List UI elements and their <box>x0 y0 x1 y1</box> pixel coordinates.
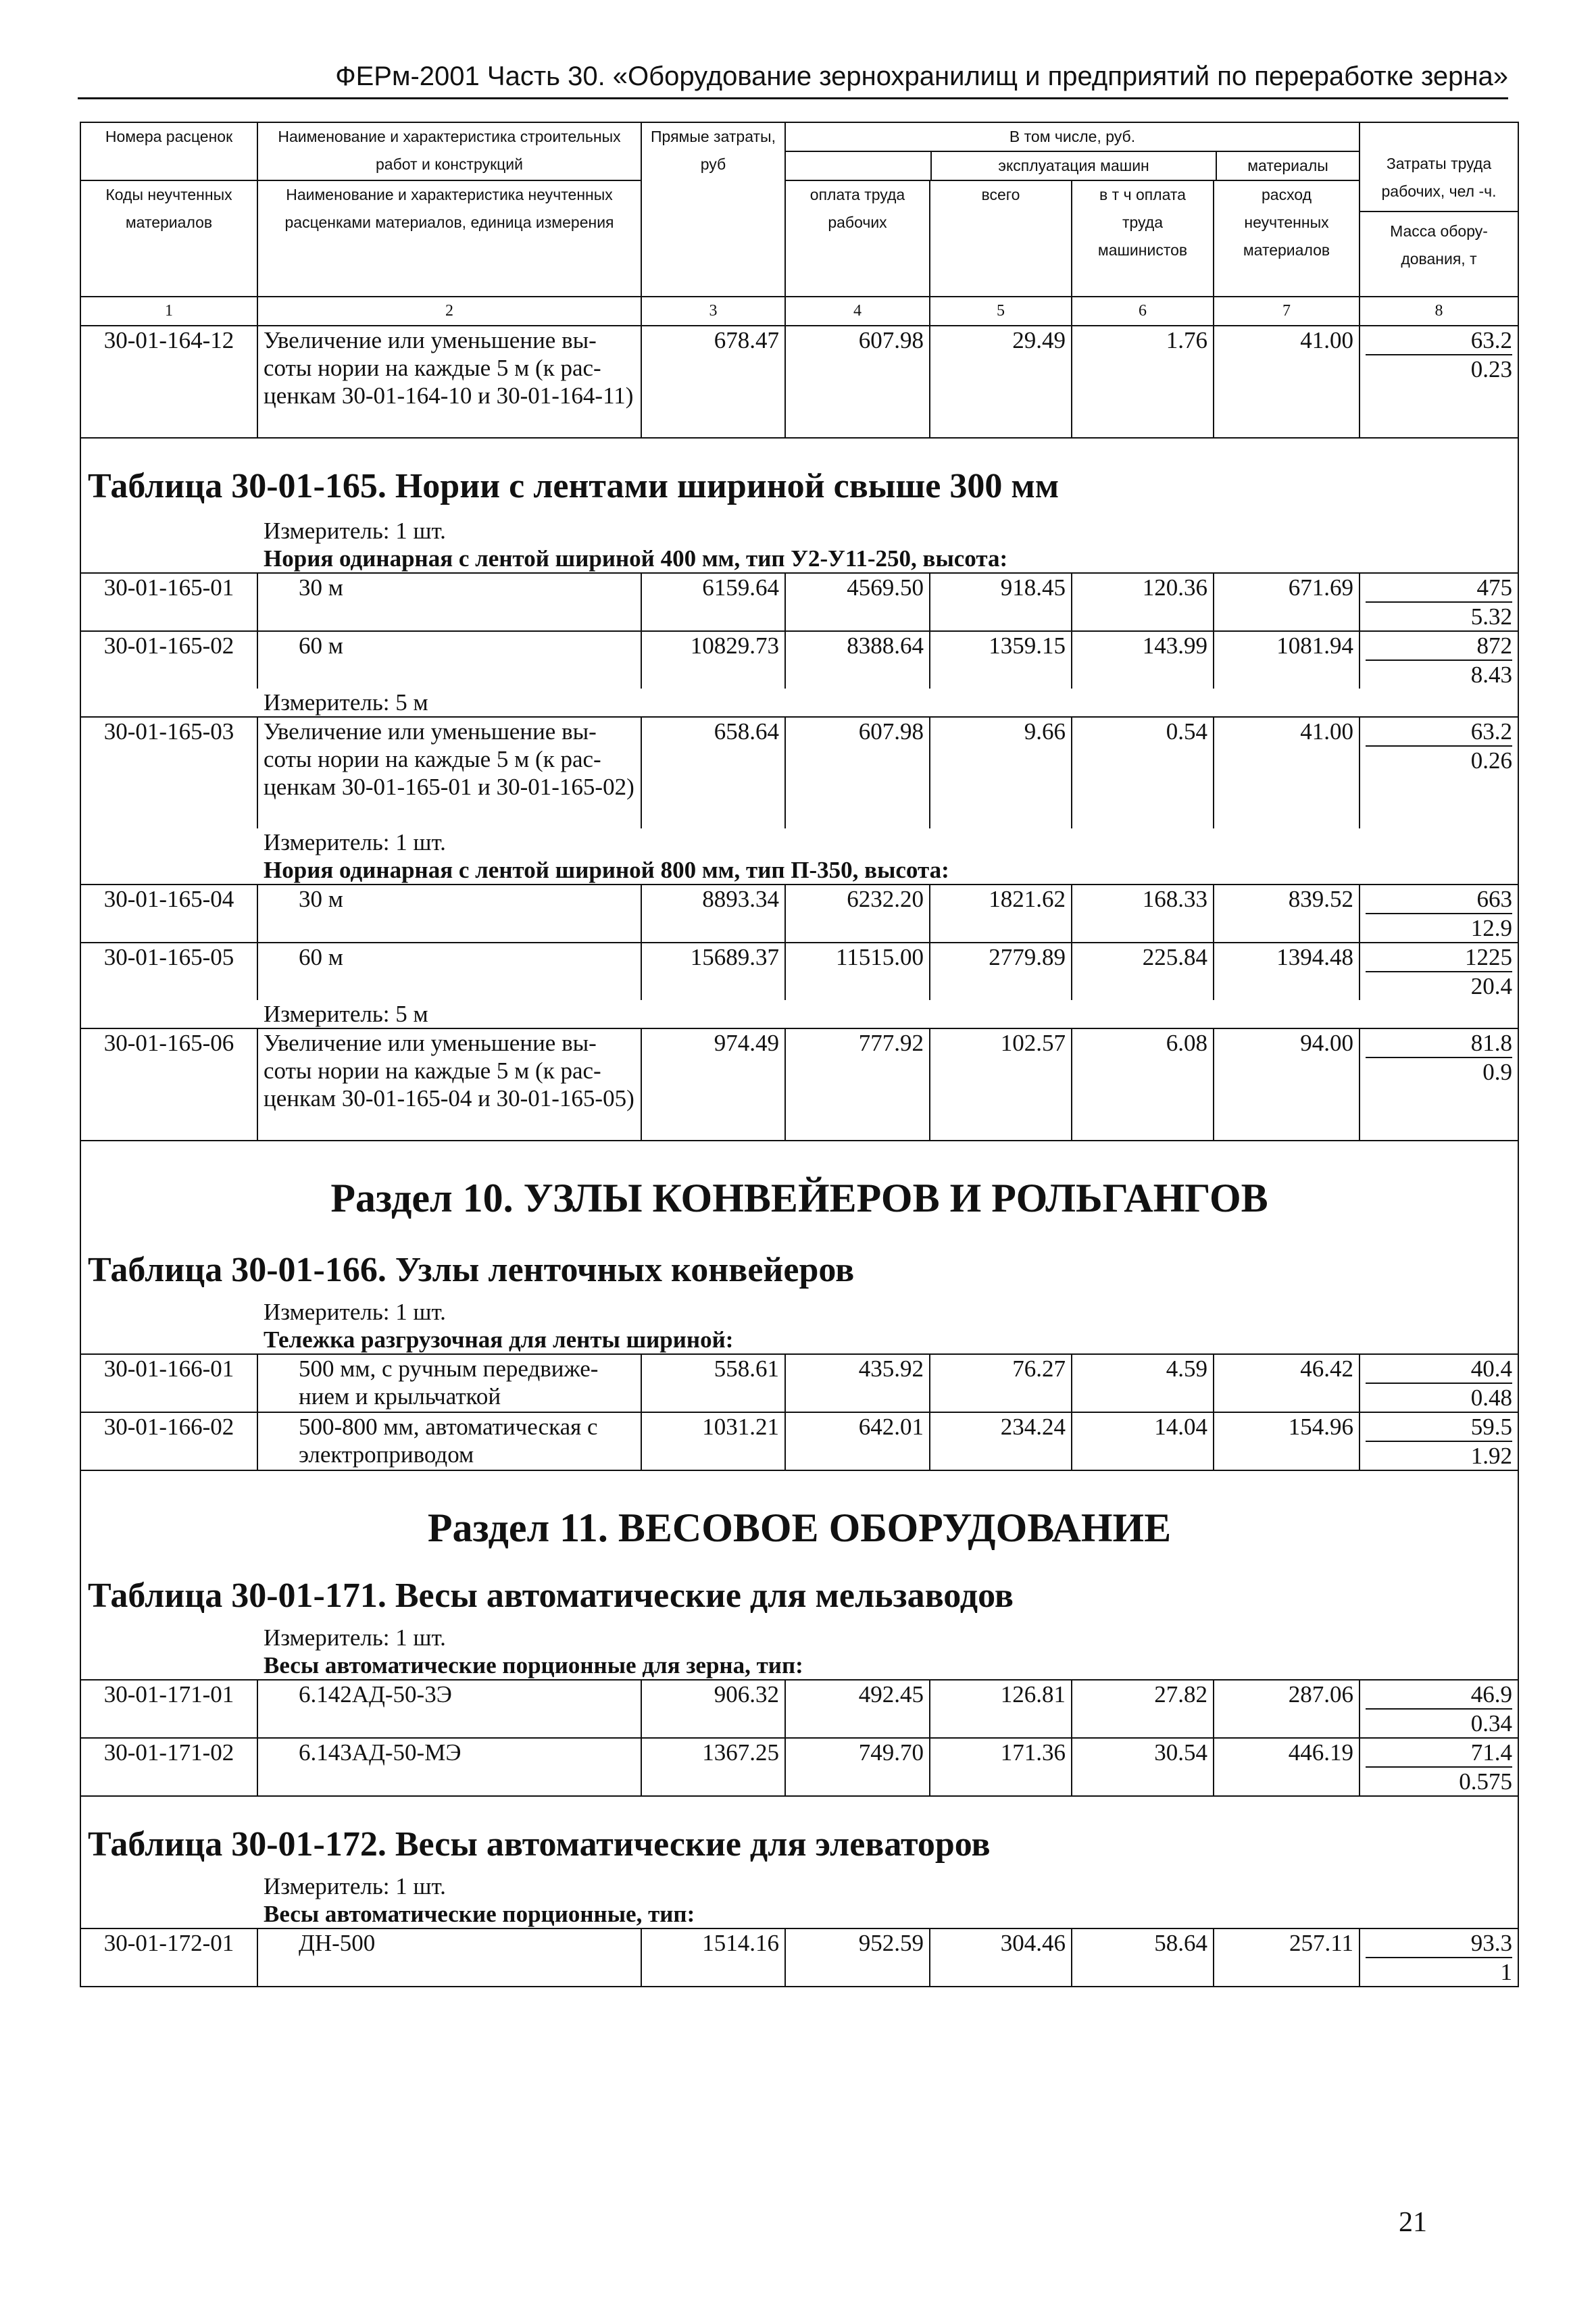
header-row-1 <box>80 122 1518 180</box>
row-mach-wage: 143.99 <box>1072 631 1214 689</box>
group-label: Нория одинарная с лентой шириной 800 мм, тип П-350, высота: <box>80 856 1518 885</box>
col-num-1: 1 <box>80 297 257 326</box>
row-code: 30-01-171-02 <box>80 1738 257 1796</box>
row-code: 30-01-172-01 <box>80 1928 257 1987</box>
row-wage: 8388.64 <box>785 631 930 689</box>
labor-label: Затраты труда рабочих, чел -ч. <box>1360 123 1518 212</box>
machines-label: эксплуатация машин <box>932 152 1217 180</box>
row-wage: 642.01 <box>785 1412 930 1470</box>
row-labor-mass <box>1360 326 1518 438</box>
row-labor: 663 <box>1366 885 1512 914</box>
row-direct: 974.49 <box>641 1028 785 1141</box>
row-code: 30-01-166-01 <box>80 1354 257 1412</box>
row-mat: 1081.94 <box>1214 631 1360 689</box>
row-mach: 76.27 <box>930 1354 1072 1412</box>
table-166-title: Таблица 30-01-166. Узлы ленточных конвейеров <box>80 1225 1518 1298</box>
col-material-use-header: расход неучтенных материалов <box>1214 180 1360 297</box>
row-labor: 63.2 <box>1366 326 1512 355</box>
row-name: Увеличение или уменьшение вы-соты нории на каждые 5 м (к рас-ценкам 30-01-164-10 и 30-01-164-11) <box>257 326 641 438</box>
group-label: Тележка разгрузочная для ленты шириной: <box>80 1326 1518 1354</box>
row-mach: 304.46 <box>930 1928 1072 1987</box>
row-labor: 872 <box>1366 632 1512 661</box>
row-mach: 9.66 <box>930 717 1072 828</box>
row-mass: 0.34 <box>1470 1710 1512 1737</box>
row-code: 30-01-166-02 <box>80 1412 257 1470</box>
table-172-title: Таблица 30-01-172. Весы автоматические для элеваторов <box>80 1796 1518 1872</box>
row-mach-wage: 120.36 <box>1072 573 1214 631</box>
col-num-2: 2 <box>257 297 641 326</box>
row-mach-wage: 14.04 <box>1072 1412 1214 1470</box>
col-materials-codes-header: Коды неучтенных материалов <box>80 180 257 297</box>
row-labor: 63.2 <box>1366 718 1512 747</box>
mass-label: Масса обору-дования, т <box>1390 222 1488 268</box>
row-wage: 11515.00 <box>785 943 930 1000</box>
col-num-5: 5 <box>930 297 1072 326</box>
col-direct-header: Прямые затраты, руб <box>641 122 785 297</box>
table-row <box>80 1680 1518 1738</box>
row-mach: 1821.62 <box>930 885 1072 943</box>
column-numbers-row <box>80 297 1518 326</box>
row-wage: 6232.20 <box>785 885 930 943</box>
row-mass: 8.43 <box>1470 662 1512 688</box>
row-mach: 234.24 <box>930 1412 1072 1470</box>
page-number: 21 <box>1399 2207 1427 2238</box>
row-mach: 171.36 <box>930 1738 1072 1796</box>
row-code: 30-01-165-05 <box>80 943 257 1000</box>
table-row <box>80 1354 1518 1412</box>
row-wage: 607.98 <box>785 326 930 438</box>
table-171-title: Таблица 30-01-171. Весы автоматические для мельзаводов <box>80 1555 1518 1624</box>
col-materials-name-header: Наименование и характеристика неучтенных расценками материалов, единица измерения <box>257 180 641 297</box>
row-labor-mass <box>1360 885 1518 943</box>
col-num-6: 6 <box>1072 297 1214 326</box>
row-direct: 6159.64 <box>641 573 785 631</box>
row-name: 500 мм, с ручным передвиже-нием и крыльчаткой <box>257 1354 641 1412</box>
row-direct: 1031.21 <box>641 1412 785 1470</box>
row-labor-mass <box>1360 1354 1518 1412</box>
group-label: Нория одинарная с лентой шириной 400 мм, тип У2-У11-250, высота: <box>80 545 1518 573</box>
row-mach-wage: 225.84 <box>1072 943 1214 1000</box>
row-code: 30-01-165-06 <box>80 1028 257 1141</box>
table-row <box>80 1738 1518 1796</box>
row-mass: 0.9 <box>1482 1059 1512 1085</box>
row-labor: 93.3 <box>1366 1929 1512 1958</box>
row-labor: 46.9 <box>1366 1681 1512 1710</box>
row-direct: 558.61 <box>641 1354 785 1412</box>
row-mach: 2779.89 <box>930 943 1072 1000</box>
row-mat: 839.52 <box>1214 885 1360 943</box>
row-mass: 0.26 <box>1470 747 1512 774</box>
row-code: 30-01-165-02 <box>80 631 257 689</box>
table-row <box>80 1412 1518 1470</box>
row-code: 30-01-164-12 <box>80 326 257 438</box>
row-labor: 1225 <box>1366 943 1512 972</box>
row-mat: 671.69 <box>1214 573 1360 631</box>
row-name: 6.143АД-50-МЭ <box>257 1738 641 1796</box>
row-labor: 475 <box>1366 574 1512 603</box>
row-name: Увеличение или уменьшение вы-соты нории на каждые 5 м (к рас-ценкам 30-01-165-04 и 30-01-165-05) <box>257 1028 641 1141</box>
row-name: 60 м <box>257 631 641 689</box>
row-labor-mass <box>1360 717 1518 828</box>
row-name: Увеличение или уменьшение вы-соты нории на каждые 5 м (к рас-ценкам 30-01-165-01 и 30-01-165-02) <box>257 717 641 828</box>
row-code: 30-01-171-01 <box>80 1680 257 1738</box>
col-labor-header <box>1360 122 1518 297</box>
row-mat: 46.42 <box>1214 1354 1360 1412</box>
row-name: 60 м <box>257 943 641 1000</box>
row-labor-mass <box>1360 1928 1518 1987</box>
row-name: 30 м <box>257 573 641 631</box>
row-mat: 287.06 <box>1214 1680 1360 1738</box>
running-header: ФЕРм-2001 Часть 30. «Оборудование зернохранилищ и предприятий по переработке зерна» <box>78 59 1508 99</box>
row-mass: 0.48 <box>1470 1385 1512 1411</box>
row-mass: 20.4 <box>1470 973 1512 999</box>
row-name: 6.142АД-50-3Э <box>257 1680 641 1738</box>
row-mach: 918.45 <box>930 573 1072 631</box>
row-labor-mass <box>1360 1680 1518 1738</box>
unit-label: Измеритель: 1 шт. <box>80 1872 1518 1900</box>
row-mach-wage: 30.54 <box>1072 1738 1214 1796</box>
col-num-3: 3 <box>641 297 785 326</box>
unit-label: Измеритель: 1 шт. <box>80 517 1518 545</box>
row-wage: 492.45 <box>785 1680 930 1738</box>
group-label: Весы автоматические порционные, тип: <box>80 1900 1518 1928</box>
row-mass: 0.575 <box>1459 1768 1512 1795</box>
row-mach: 102.57 <box>930 1028 1072 1141</box>
table-165-title: Таблица 30-01-165. Нории с лентами шириной свыше 300 мм <box>80 438 1518 517</box>
col-including-header <box>785 122 1360 180</box>
row-code: 30-01-165-04 <box>80 885 257 943</box>
price-table <box>80 122 1519 1987</box>
row-mach-wage: 27.82 <box>1072 1680 1214 1738</box>
row-mach-wage: 4.59 <box>1072 1354 1214 1412</box>
row-labor-mass <box>1360 1738 1518 1796</box>
row-direct: 678.47 <box>641 326 785 438</box>
row-mass: 12.9 <box>1470 915 1512 941</box>
materials-label: материалы <box>1247 157 1328 174</box>
row-direct: 906.32 <box>641 1680 785 1738</box>
col-num-7: 7 <box>1214 297 1360 326</box>
row-labor-mass <box>1360 943 1518 1000</box>
row-name: 500-800 мм, автоматическая с электроприводом <box>257 1412 641 1470</box>
row-labor: 71.4 <box>1366 1739 1512 1768</box>
row-mass: 0.23 <box>1470 356 1512 382</box>
row-mach: 1359.15 <box>930 631 1072 689</box>
row-mat: 41.00 <box>1214 326 1360 438</box>
table-row <box>80 573 1518 631</box>
row-mach-wage: 168.33 <box>1072 885 1214 943</box>
col-wages-header: оплата труда рабочих <box>785 180 930 297</box>
row-name: 30 м <box>257 885 641 943</box>
row-direct: 1514.16 <box>641 1928 785 1987</box>
row-mach-wage: 1.76 <box>1072 326 1214 438</box>
row-wage: 4569.50 <box>785 573 930 631</box>
section-11-title: Раздел 11. ВЕСОВОЕ ОБОРУДОВАНИЕ <box>80 1470 1518 1555</box>
unit-label: Измеритель: 5 м <box>80 1000 1518 1028</box>
table-row <box>80 717 1518 828</box>
section-10-title: Раздел 10. УЗЛЫ КОНВЕЙЕРОВ И РОЛЬГАНГОВ <box>80 1141 1518 1225</box>
row-direct: 1367.25 <box>641 1738 785 1796</box>
row-mass: 5.32 <box>1470 603 1512 630</box>
col-codes-header: Номера расценок <box>80 122 257 180</box>
row-wage: 777.92 <box>785 1028 930 1141</box>
table-row <box>80 631 1518 689</box>
row-direct: 8893.34 <box>641 885 785 943</box>
table-row <box>80 885 1518 943</box>
row-mach-wage: 6.08 <box>1072 1028 1214 1141</box>
table-row <box>80 1928 1518 1987</box>
row-direct: 10829.73 <box>641 631 785 689</box>
col-machinist-wages-header: в т ч оплата труда машинистов <box>1072 180 1214 297</box>
row-mat: 41.00 <box>1214 717 1360 828</box>
row-labor: 59.5 <box>1366 1413 1512 1442</box>
col-machines-total-header: всего <box>930 180 1072 297</box>
row-code: 30-01-165-03 <box>80 717 257 828</box>
unit-label: Измеритель: 5 м <box>80 689 1518 717</box>
row-mat: 257.11 <box>1214 1928 1360 1987</box>
row-mach-wage: 0.54 <box>1072 717 1214 828</box>
row-wage: 749.70 <box>785 1738 930 1796</box>
row-labor: 81.8 <box>1366 1029 1512 1058</box>
row-labor-mass <box>1360 1412 1518 1470</box>
row-wage: 952.59 <box>785 1928 930 1987</box>
col-num-8: 8 <box>1360 297 1518 326</box>
row-mass: 1 <box>1500 1959 1512 1985</box>
row-labor-mass <box>1360 573 1518 631</box>
row-direct: 658.64 <box>641 717 785 828</box>
table-row <box>80 943 1518 1000</box>
row-labor-mass <box>1360 631 1518 689</box>
row-code: 30-01-165-01 <box>80 573 257 631</box>
row-wage: 607.98 <box>785 717 930 828</box>
group-label: Весы автоматические порционные для зерна, тип: <box>80 1651 1518 1680</box>
table-row <box>80 326 1518 438</box>
unit-label: Измеритель: 1 шт. <box>80 1298 1518 1326</box>
row-mass: 1.92 <box>1470 1443 1512 1469</box>
col-name-header: Наименование и характеристика строительных работ и конструкций <box>257 122 641 180</box>
row-name: ДН-500 <box>257 1928 641 1987</box>
row-labor-mass <box>1360 1028 1518 1141</box>
row-mat: 94.00 <box>1214 1028 1360 1141</box>
row-mat: 154.96 <box>1214 1412 1360 1470</box>
unit-label: Измеритель: 1 шт. <box>80 828 1518 856</box>
row-mach-wage: 58.64 <box>1072 1928 1214 1987</box>
including-label: В том числе, руб. <box>786 123 1359 152</box>
row-mat: 446.19 <box>1214 1738 1360 1796</box>
row-wage: 435.92 <box>785 1354 930 1412</box>
row-direct: 15689.37 <box>641 943 785 1000</box>
row-mat: 1394.48 <box>1214 943 1360 1000</box>
table-row <box>80 1028 1518 1141</box>
row-labor: 40.4 <box>1366 1355 1512 1384</box>
row-mach: 126.81 <box>930 1680 1072 1738</box>
row-mach: 29.49 <box>930 326 1072 438</box>
unit-label: Измеритель: 1 шт. <box>80 1624 1518 1651</box>
col-num-4: 4 <box>785 297 930 326</box>
